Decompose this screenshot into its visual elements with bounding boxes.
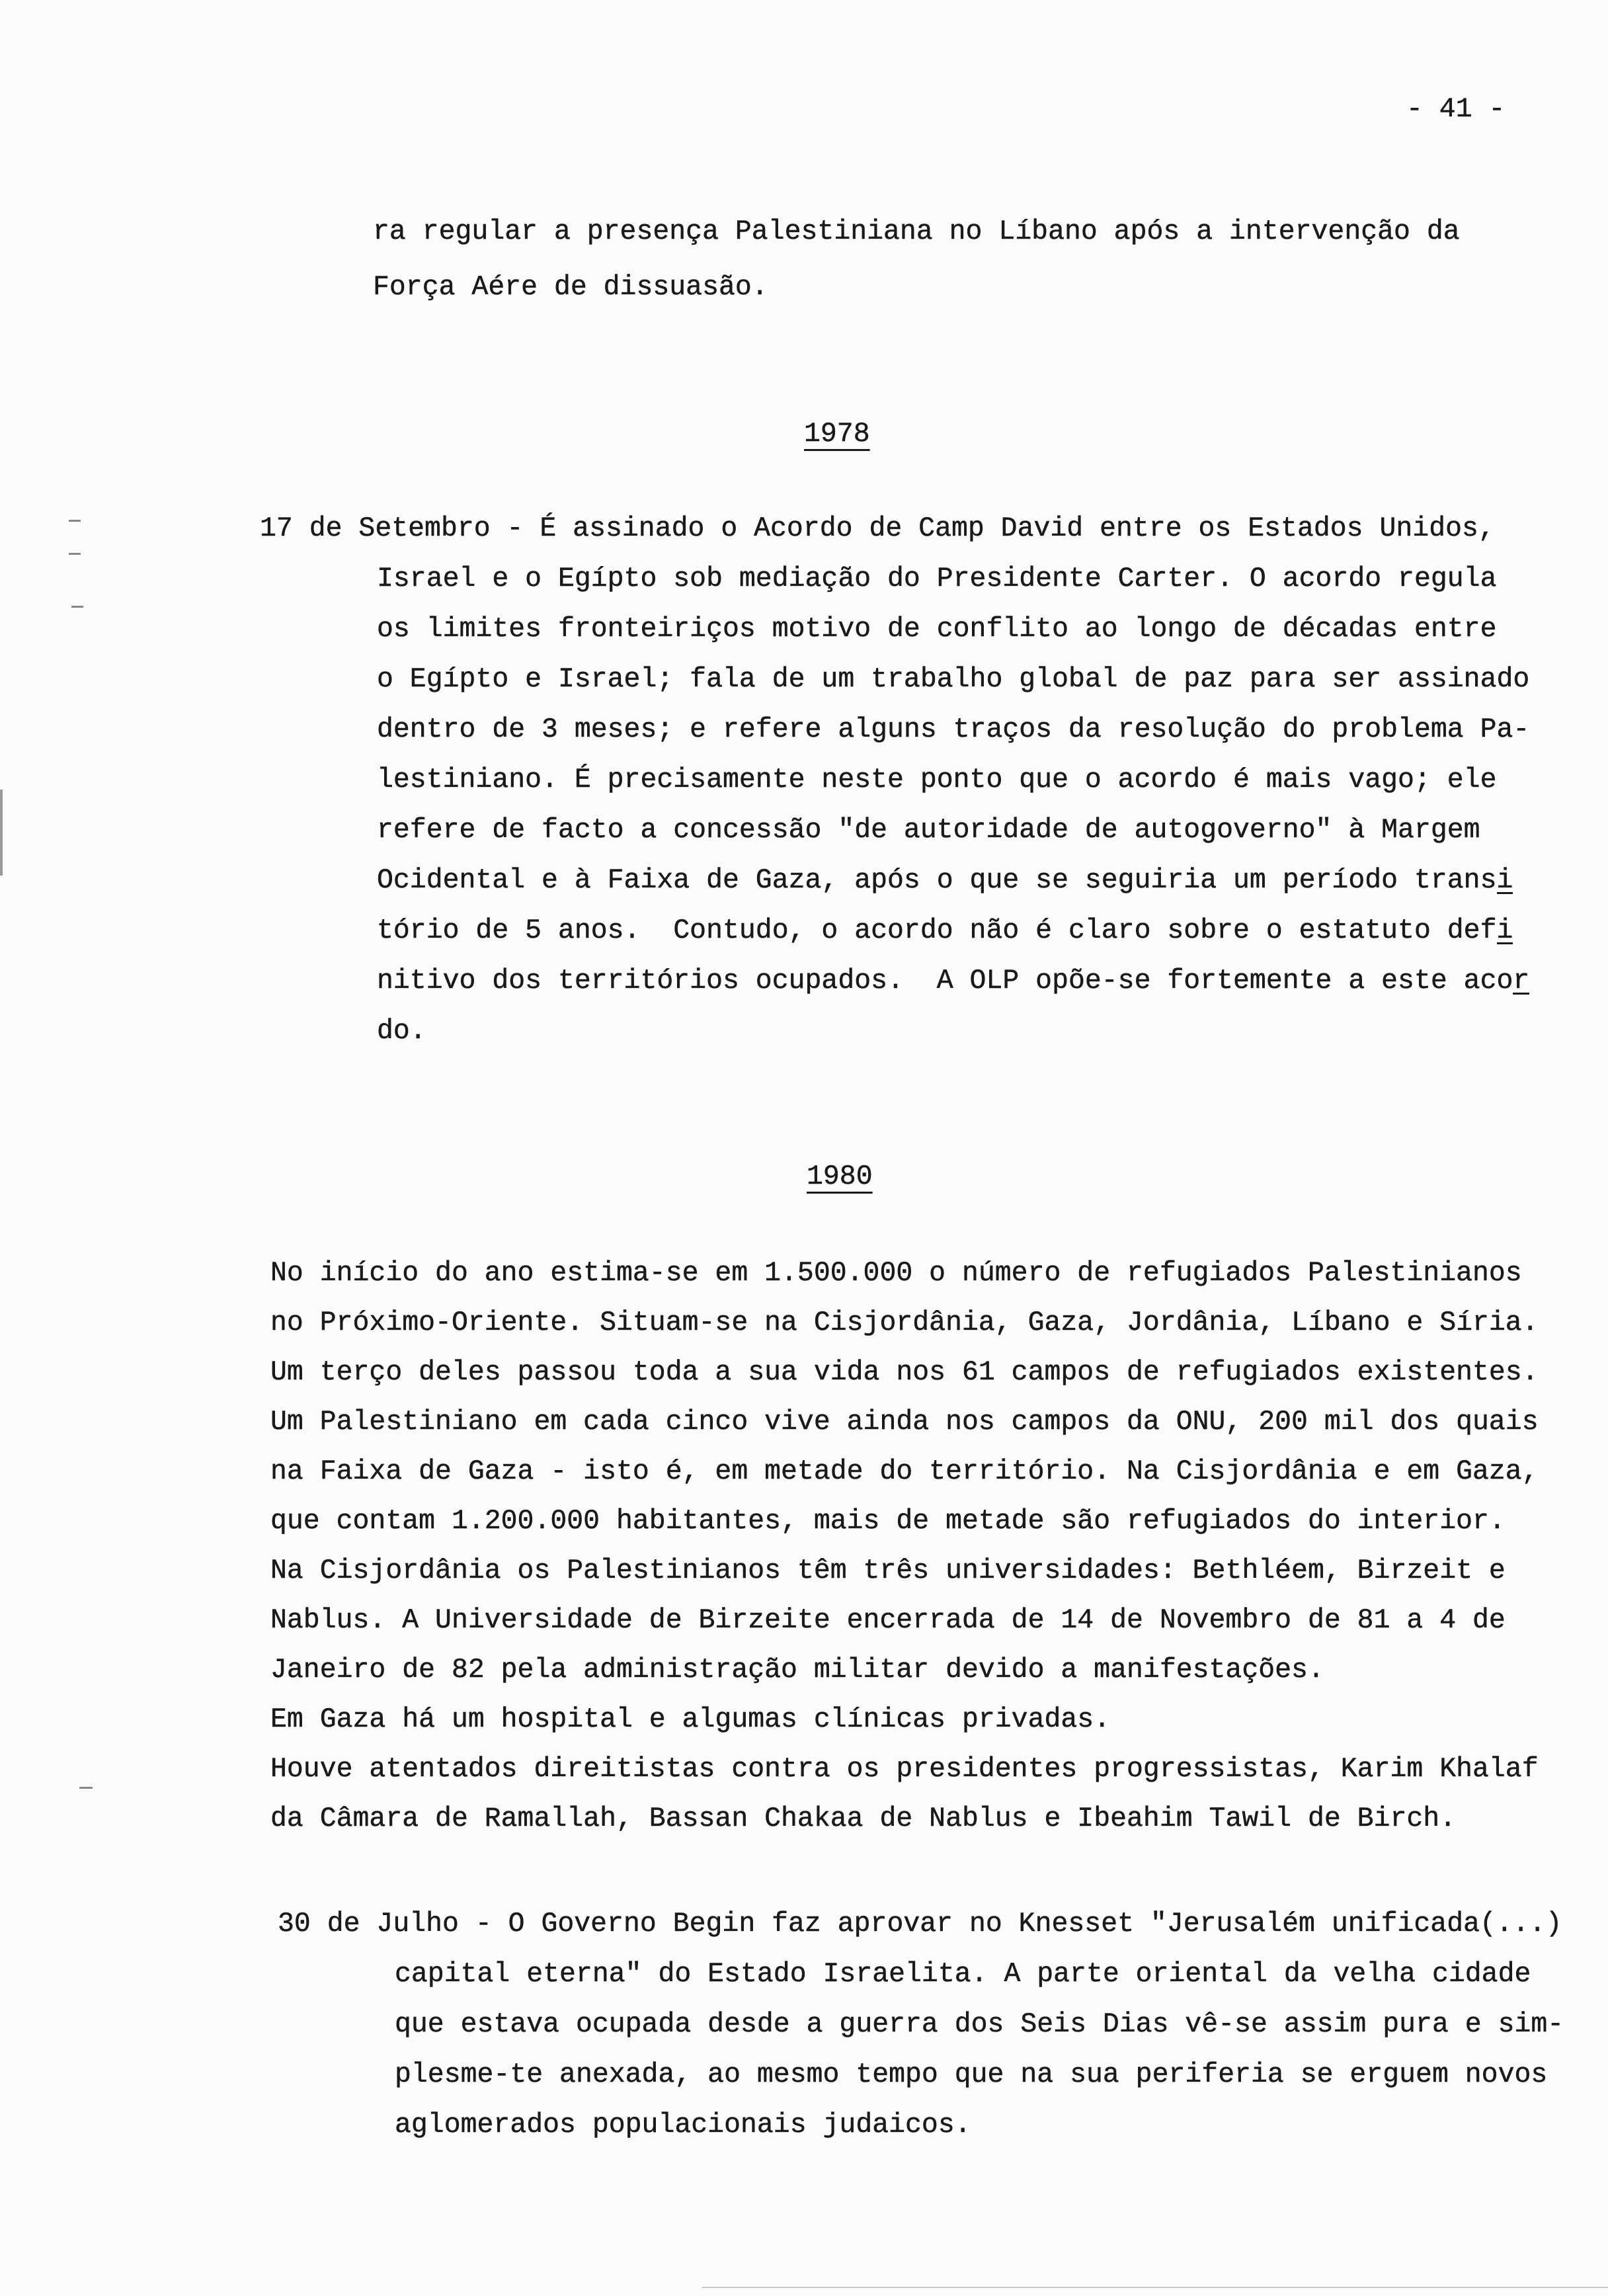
paragraph-line: que contam 1.200.000 habitantes, mais de metade são refugiados do interior.: [270, 1506, 1506, 1537]
entry-line: Ocidental e à Faixa de Gaza, após o que se seguiria um período transi: [377, 856, 1513, 906]
entry-line: nitivo dos territórios ocupados. A OLP opõe-se fortemente a este acor: [377, 956, 1529, 1006]
entry-line: do.: [377, 1016, 426, 1047]
paragraph-line: No início do ano estima-se em 1.500.000 o número de refugiados Palestinianos: [270, 1258, 1522, 1289]
entry-line: aglomerados populacionais judaicos.: [395, 2110, 971, 2141]
paragraph-1980: [270, 1249, 1539, 1844]
entry-line: refere de facto a concessão "de autoridade de autogoverno" à Margem: [377, 815, 1480, 846]
scan-mark: [69, 520, 81, 522]
intro-line: ra regular a presença Palestiniana no Líbano após a intervenção da: [373, 216, 1460, 247]
entry-line: 17 de Setembro - É assinado o Acordo de Camp David entre os Estados Unidos,: [260, 513, 1495, 544]
scan-mark: [79, 1787, 93, 1789]
entry-line: que estava ocupada desde a guerra dos Seis Dias vê-se assim pura e sim-: [395, 2009, 1564, 2040]
entry-30-julho: [278, 1899, 1564, 2151]
paragraph-line: Um terço deles passou toda a sua vida nos 61 campos de refugiados existentes.: [270, 1357, 1539, 1388]
entry-line: capital eterna" do Estado Israelita. A parte oriental da velha cidade: [395, 1959, 1531, 1990]
intro-paragraph: [373, 204, 1460, 315]
paragraph-line: Um Palestiniano em cada cinco vive ainda nos campos da ONU, 200 mil dos quais: [270, 1407, 1539, 1438]
entry-line: o Egípto e Israel; fala de um trabalho global de paz para ser assinado: [377, 664, 1530, 695]
entry-17-setembro: [260, 504, 1530, 1057]
scan-mark: [71, 606, 83, 608]
entry-line: lestiniano. É precisamente neste ponto que o acordo é mais vago; ele: [377, 764, 1497, 796]
scan-mark: [69, 553, 81, 555]
paragraph-line: Em Gaza há um hospital e algumas clínicas privadas.: [270, 1704, 1111, 1735]
paragraph-line: na Faixa de Gaza - isto é, em metade do território. Na Cisjordânia e em Gaza,: [270, 1456, 1539, 1487]
paragraph-line: Na Cisjordânia os Palestinianos têm três universidades: Bethléem, Birzeit e: [270, 1555, 1506, 1586]
section-heading-1980: 1980: [807, 1161, 873, 1192]
page-number-text: - 41 -: [1406, 94, 1506, 125]
paragraph-line: Janeiro de 82 pela administração militar devido a manifestações.: [270, 1655, 1324, 1686]
intro-line: Força Aére de dissuasão.: [373, 272, 768, 303]
entry-line: Israel e o Egípto sob mediação do Presidente Carter. O acordo regula: [377, 563, 1497, 594]
paragraph-line: Nablus. A Universidade de Birzeite encerrada de 14 de Novembro de 81 a 4 de: [270, 1605, 1506, 1636]
page-number: [1406, 85, 1505, 135]
entry-line: os limites fronteiriços motivo de conflito ao longo de décadas entre: [377, 614, 1497, 645]
paragraph-line: Houve atentados direitistas contra os presidentes progressistas, Karim Khalaf: [270, 1754, 1539, 1785]
paragraph-line: no Próximo-Oriente. Situam-se na Cisjordânia, Gaza, Jordânia, Líbano e Síria.: [270, 1307, 1539, 1338]
section-heading-1978: 1978: [804, 419, 870, 450]
scan-mark: [702, 2287, 1608, 2288]
entry-line: plesme-te anexada, ao mesmo tempo que na sua periferia se erguem novos: [395, 2059, 1548, 2090]
entry-line: tório de 5 anos. Contudo, o acordo não é claro sobre o estatuto defi: [377, 906, 1513, 956]
paragraph-line: da Câmara de Ramallah, Bassan Chakaa de Nablus e Ibeahim Tawil de Birch.: [270, 1803, 1457, 1834]
entry-line: 30 de Julho - O Governo Begin faz aprovar no Knesset "Jerusalém unificada(...): [278, 1908, 1562, 1940]
entry-line: dentro de 3 meses; e refere alguns traços da resolução do problema Pa-: [377, 714, 1530, 745]
scan-mark: [0, 790, 3, 876]
